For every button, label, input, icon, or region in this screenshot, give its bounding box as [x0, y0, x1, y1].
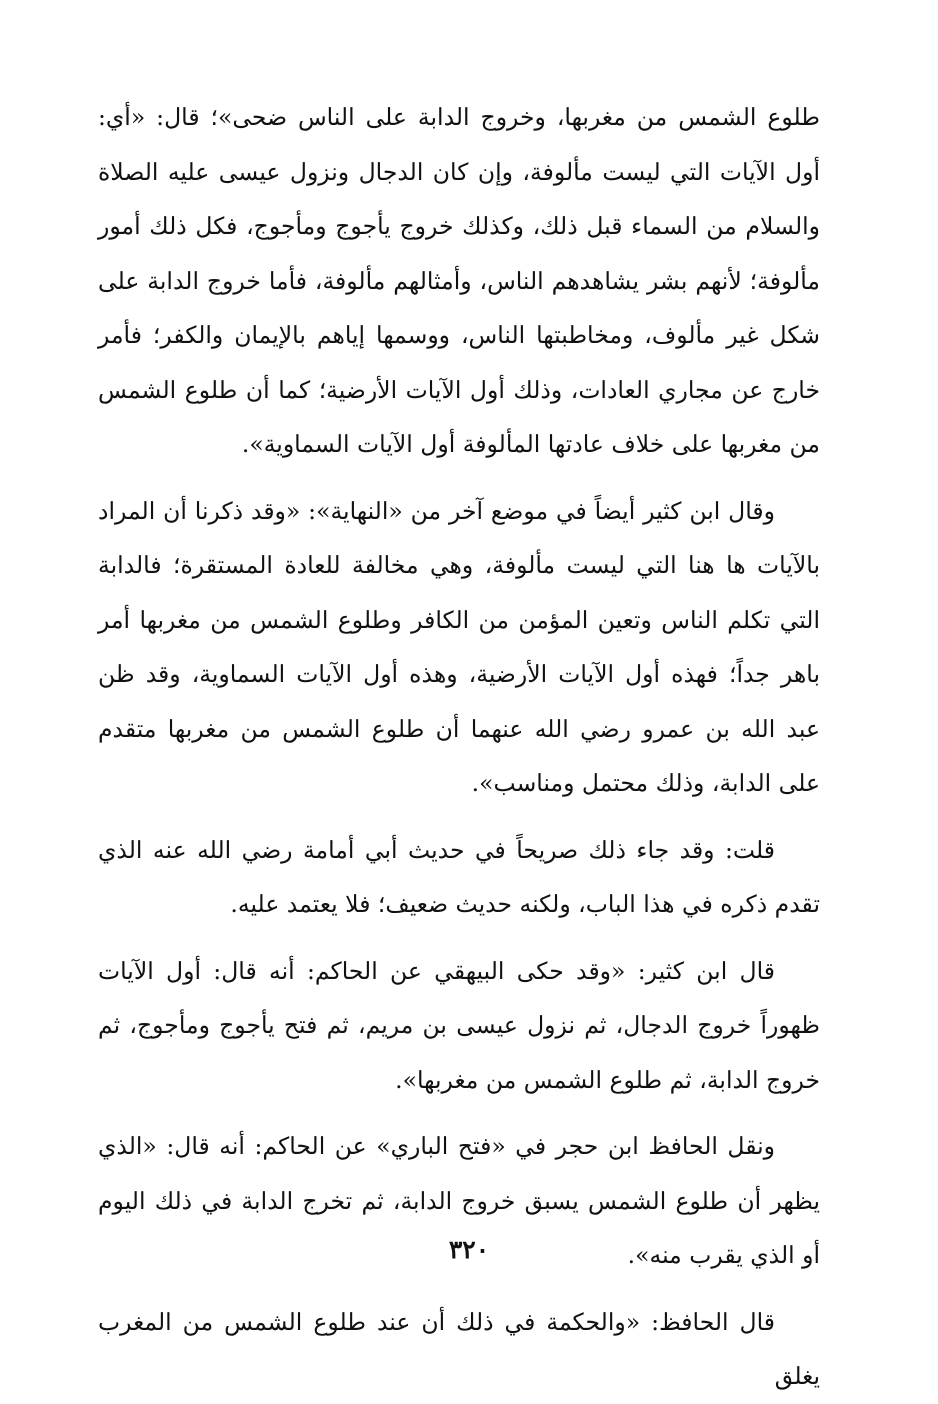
paragraph-4: قال ابن كثير: «وقد حكى البيهقي عن الحاكم: أنه قال: أول الآيات ظهوراً خروج الدجال، ثم نزول عيسى بن مريم، ثم فتح يأجوج ومأجوج، ثم خروج الدابة، ثم طلوع الشمس من مغربها».: [98, 956, 820, 1094]
paragraph-6: قال الحافظ: «والحكمة في ذلك أن عند طلوع الشمس من المغرب يغلق: [98, 1307, 820, 1390]
page-number: ٣٢٠: [448, 1235, 490, 1264]
paragraph-1: طلوع الشمس من مغربها، وخروج الدابة على الناس ضحى»؛ قال: «أي: أول الآيات التي ليست مألوفة، وإن كان الدجال ونزول عيسى عليه الصلاة والسلام من السماء قبل ذلك، وكذلك خروج يأجوج ومأجوج، فكل ذلك أمور مألوفة؛ لأنهم بشر يشاهدهم الناس، وأمثالهم مألوفة، فأما خروج الدابة على شكل غير مألوف، ومخاطبتها الناس، ووسمها إياهم بالإيمان والكفر؛ فأمر خارج عن مجاري العادات، وذلك أول الآيات الأرضية؛ كما أن طلوع الشمس من مغربها على خلاف عادتها المألوفة أول الآيات السماوية».: [98, 103, 820, 458]
paragraph-5: ونقل الحافظ ابن حجر في «فتح الباري» عن الحاكم: أنه قال: «الذي يظهر أن طلوع الشمس يسبق خروج الدابة، ثم تخرج الدابة في ذلك اليوم أو الذي يقرب منه».: [98, 1132, 820, 1269]
paragraph-2: وقال ابن كثير أيضاً في موضع آخر من «النهاية»: «وقد ذكرنا أن المراد بالآيات ها هنا التي ليست مألوفة، وهي مخالفة للعادة المستقرة؛ فالدابة التي تكلم الناس وتعين المؤمن من الكافر وطلوع الشمس من مغربها أمر باهر جداً؛ فهذه أول الآيات الأرضية، وهذه أول الآيات السماوية، وقد ظن عبد الله بن عمرو رضي الله عنهما أن طلوع الشمس من مغربها متقدم على الدابة، وذلك محتمل ومناسب».: [98, 496, 820, 797]
paragraph-3: قلت: وقد جاء ذلك صريحاً في حديث أبي أمامة رضي الله عنه الذي تقدم ذكره في هذا الباب، ولكنه حديث ضعيف؛ فلا يعتمد عليه.: [98, 835, 820, 918]
